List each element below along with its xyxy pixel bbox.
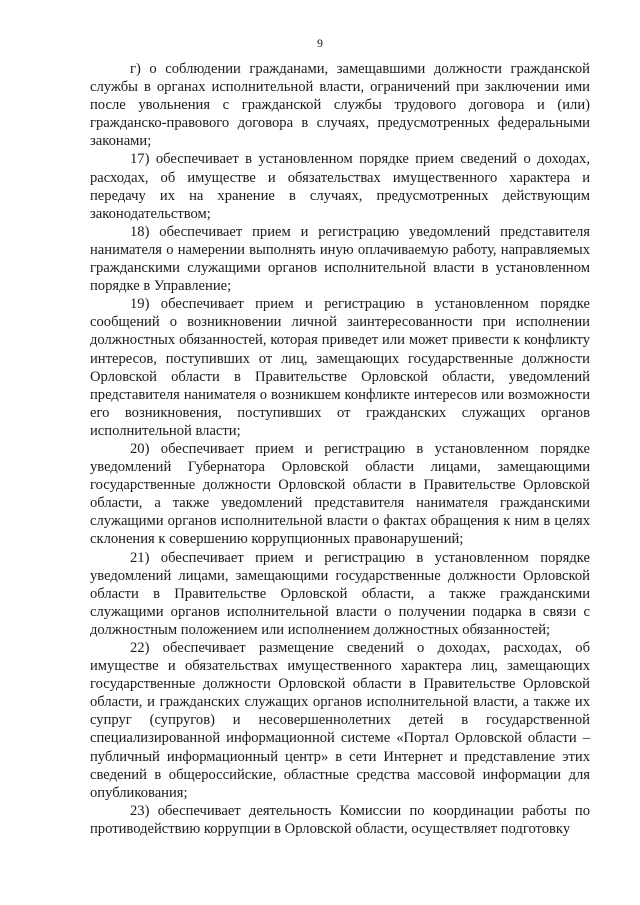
- paragraph-23: 23) обеспечивает деятельность Комиссии по координации работы по противодействию коррупции в Орловской области, осуществляет подготовку: [90, 802, 590, 837]
- paragraph-item-g: г) о соблюдении гражданами, замещавшими должности гражданской службы в органах исполнительной власти, ограничений при заключении ими после увольнения с гражданской службы трудового договора и (или) гражданско-правового договора в случаях, предусмотренных федеральными законами;: [90, 61, 590, 150]
- paragraph-20: 20) обеспечивает прием и регистрацию в установленном порядке уведомлений Губернатора Орловской области лицами, замещающими государственные должности Орловской области в Правительстве Орловской области, а также уведомлений представителя нанимателя гражданскими служащими органов исполнительной власти о фактах обращения к ним в целях склонения к совершению коррупционных правонарушений;: [90, 440, 590, 548]
- document-body: [90, 60, 590, 838]
- paragraph-21: 21) обеспечивает прием и регистрацию в установленном порядке уведомлений лицами, замещающими государственные должности Орловской области в Правительстве Орловской области, а также гражданскими служащими органов исполнительной власти о получении подарка в связи с должностным положением или исполнением должностных обязанностей;: [90, 549, 590, 638]
- paragraph-17: 17) обеспечивает в установленном порядке прием сведений о доходах, расходах, об имуществе и обязательствах имущественного характера и передачу их на хранение в случаях, предусмотренных действующим законодательством;: [90, 151, 590, 222]
- paragraph-22: 22) обеспечивает размещение сведений о доходах, расходах, об имуществе и обязательствах имущественного характера лиц, замещающих государственные должности Орловской области в Правительстве Орловской области, и гражданских служащих органов исполнительной власти, а также их супруг (супругов) и несовершеннолетних детей в государственной специализированной информационной системе «Портал Орловской области – публичный информационный центр» в сети Интернет и представление этих сведений в общероссийские, областные средства массовой информации для опубликования;: [90, 640, 590, 801]
- paragraph-18: 18) обеспечивает прием и регистрацию уведомлений представителя нанимателя о намерении выполнять иную оплачиваемую работу, направляемых гражданскими служащими органов исполнительной власти в установленном порядке в Управление;: [90, 223, 590, 295]
- page-number: 9: [317, 36, 323, 50]
- paragraph-19: 19) обеспечивает прием и регистрацию в установленном порядке сообщений о возникновении личной заинтересованности при исполнении должностных обязанностей, которая приведет или может привести к конфликту интересов, поступивших от лиц, замещающих государственные должности Орловской области в Правительстве Орловской области, уведомлений представителя нанимателя о возникшем конфликте интересов или возможности его возникновения, поступивших от гражданских служащих органов исполнительной власти;: [90, 296, 590, 439]
